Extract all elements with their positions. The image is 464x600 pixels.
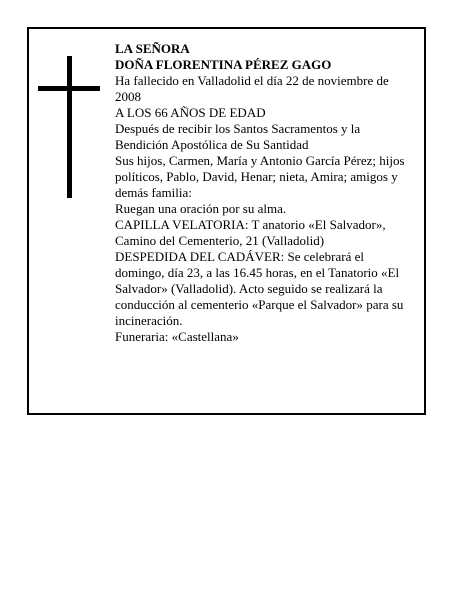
- family-line: Sus hijos, Carmen, María y Antonio García Pérez; hijos políticos, Pablo, David, Henar; nieta, Amira; amigos y demás familia:: [115, 153, 405, 200]
- sacraments-line: Después de recibir los Santos Sacramentos y la Bendición Apostólica de Su Santidad: [115, 121, 361, 152]
- deceased-name: DOÑA FLORENTINA PÉREZ GAGO: [115, 57, 332, 72]
- obituary-notice: [27, 27, 426, 415]
- notice-heading-title: LA SEÑORA: [115, 41, 190, 56]
- notice-text: [115, 41, 415, 345]
- age-line: A LOS 66 AÑOS DE EDAD: [115, 105, 266, 120]
- prayer-line: Ruegan una oración por su alma.: [115, 201, 287, 216]
- funeral-home-line: Funeraria: «Castellana»: [115, 329, 239, 344]
- death-date: Ha fallecido en Valladolid el día 22 de noviembre de 2008: [115, 73, 389, 104]
- farewell-line: DESPEDIDA DEL CADÁVER: Se celebrará el domingo, día 23, a las 16.45 horas, en el Tanatorio «El Salvador» (Valladolid). Acto seguido se realizará la conducción al cementerio «Parque el Salvador» para su incineración.: [115, 249, 404, 328]
- cross-horizontal-bar: [38, 86, 100, 91]
- chapel-line: CAPILLA VELATORIA: T anatorio «El Salvador», Camino del Cementerio, 21 (Valladolid): [115, 217, 386, 248]
- cross-vertical-bar: [67, 56, 72, 198]
